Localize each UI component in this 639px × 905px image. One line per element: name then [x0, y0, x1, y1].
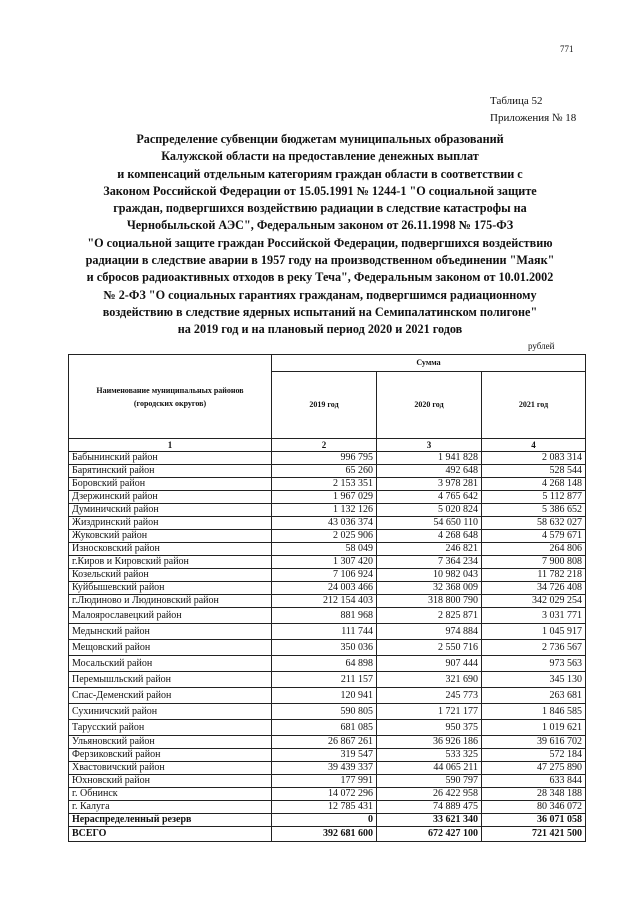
value-2021: 11 782 218	[482, 569, 586, 582]
value-2019: 26 867 261	[272, 736, 377, 749]
value-2019: 43 036 374	[272, 517, 377, 530]
title-line: граждан, подвергшихся воздействию радиации в следствие катастрофы на	[113, 201, 527, 216]
value-2019: 211 157	[272, 672, 377, 688]
value-2021: 1 045 917	[482, 624, 586, 640]
title-line: воздействию в следствие ядерных испытаний на Семипалатинском полигоне"	[102, 304, 538, 319]
value-2021: 5 386 652	[482, 504, 586, 517]
district-name: Нераспределенный резерв	[69, 814, 272, 827]
value-2021: 3 031 771	[482, 608, 586, 624]
value-2021: 2 083 314	[482, 452, 586, 465]
table-row	[69, 608, 586, 624]
table-row	[69, 801, 586, 814]
header-2019: 2019 год	[272, 372, 377, 439]
table-row	[69, 582, 586, 595]
value-2021: 528 544	[482, 465, 586, 478]
table-row	[69, 672, 586, 688]
table-row	[69, 775, 586, 788]
value-2021: 1 019 621	[482, 720, 586, 736]
value-2020: 246 821	[377, 543, 482, 556]
value-2020: 590 797	[377, 775, 482, 788]
table-row	[69, 814, 586, 827]
header-name: Наименование муниципальных районов (городских округов)	[69, 355, 272, 439]
value-2019: 111 744	[272, 624, 377, 640]
title-line: радиации в следствие аварии в 1957 году на производственном объединении "Маяк"	[85, 253, 555, 268]
district-name: Ульяновский район	[69, 736, 272, 749]
value-2019: 681 085	[272, 720, 377, 736]
value-2019: 14 072 296	[272, 788, 377, 801]
units-label: рублей	[528, 341, 555, 351]
title-line: Чернобыльской АЭС", Федеральным законом от 26.11.1998 № 175-ФЗ	[126, 218, 514, 233]
value-2021: 342 029 254	[482, 595, 586, 608]
value-2020: 4 765 642	[377, 491, 482, 504]
value-2021: 263 681	[482, 688, 586, 704]
table-row	[69, 736, 586, 749]
table-row	[69, 788, 586, 801]
value-2021: 633 844	[482, 775, 586, 788]
table-row	[69, 762, 586, 775]
value-2019: 39 439 337	[272, 762, 377, 775]
value-2020: 3 978 281	[377, 478, 482, 491]
value-2019: 881 968	[272, 608, 377, 624]
value-2021: 28 348 188	[482, 788, 586, 801]
district-name: Медынский район	[69, 624, 272, 640]
value-2020: 32 368 009	[377, 582, 482, 595]
table-row	[69, 556, 586, 569]
table-row	[69, 543, 586, 556]
value-2021: 39 616 702	[482, 736, 586, 749]
subsidy-table	[68, 354, 586, 842]
value-2019: 58 049	[272, 543, 377, 556]
table-label: Таблица 52	[490, 95, 543, 107]
table-row	[69, 517, 586, 530]
table-row	[69, 491, 586, 504]
district-name: Сухиничский район	[69, 704, 272, 720]
header-col-num-1: 1	[69, 439, 272, 452]
district-name: Износковский район	[69, 543, 272, 556]
value-2019: 2 153 351	[272, 478, 377, 491]
table-row	[69, 478, 586, 491]
value-2021: 721 421 500	[482, 827, 586, 842]
title-line: Распределение субвенции бюджетам муниципальных образований	[136, 132, 504, 146]
value-2019: 319 547	[272, 749, 377, 762]
value-2019: 64 898	[272, 656, 377, 672]
value-2020: 950 375	[377, 720, 482, 736]
value-2020: 245 773	[377, 688, 482, 704]
value-2020: 318 800 790	[377, 595, 482, 608]
district-name: г. Калуга	[69, 801, 272, 814]
header-2020: 2020 год	[377, 372, 482, 439]
value-2020: 672 427 100	[377, 827, 482, 842]
table-row	[69, 640, 586, 656]
district-name: Тарусский район	[69, 720, 272, 736]
value-2020: 36 926 186	[377, 736, 482, 749]
value-2019: 590 805	[272, 704, 377, 720]
value-2020: 4 268 648	[377, 530, 482, 543]
title-line: Калужской области на предоставление денежных выплат	[161, 149, 479, 164]
district-name: Спас-Деменский район	[69, 688, 272, 704]
value-2019: 1 132 126	[272, 504, 377, 517]
value-2021: 47 275 890	[482, 762, 586, 775]
value-2020: 907 444	[377, 656, 482, 672]
header-col-num-2: 2	[272, 439, 377, 452]
table-row	[69, 656, 586, 672]
district-name: Мосальский район	[69, 656, 272, 672]
value-2020: 74 889 475	[377, 801, 482, 814]
value-2021: 264 806	[482, 543, 586, 556]
title-line: на 2019 год и на плановый период 2020 и 2021 годов	[177, 322, 463, 337]
title-line: "О социальной защите граждан Российской Федерации, подвергшихся воздействию	[87, 235, 553, 250]
district-name: Жиздринский район	[69, 517, 272, 530]
value-2020: 5 020 824	[377, 504, 482, 517]
value-2020: 2 825 871	[377, 608, 482, 624]
table-row	[69, 595, 586, 608]
value-2020: 33 621 340	[377, 814, 482, 827]
title-line: Законом Российской Федерации от 15.05.1991 № 1244-1 "О социальной защите	[103, 183, 537, 198]
title-line: № 2-ФЗ "О социальных гарантиях гражданам, подвергшимся радиационному	[103, 287, 537, 302]
value-2019: 120 941	[272, 688, 377, 704]
value-2019: 1 307 420	[272, 556, 377, 569]
district-name: Бабынинский район	[69, 452, 272, 465]
value-2021: 34 726 408	[482, 582, 586, 595]
document-title	[40, 131, 600, 339]
district-name: Куйбышевский район	[69, 582, 272, 595]
table-body	[69, 452, 586, 842]
district-name: г.Людиново и Людиновский район	[69, 595, 272, 608]
district-name: г. Обнинск	[69, 788, 272, 801]
district-name: ВСЕГО	[69, 827, 272, 842]
value-2019: 24 003 466	[272, 582, 377, 595]
value-2020: 26 422 958	[377, 788, 482, 801]
district-name: Думиничский район	[69, 504, 272, 517]
value-2019: 177 991	[272, 775, 377, 788]
value-2021: 80 346 072	[482, 801, 586, 814]
district-name: г.Киров и Кировский район	[69, 556, 272, 569]
value-2021: 58 632 027	[482, 517, 586, 530]
value-2020: 10 982 043	[377, 569, 482, 582]
value-2019: 996 795	[272, 452, 377, 465]
value-2019: 1 967 029	[272, 491, 377, 504]
district-name: Боровский район	[69, 478, 272, 491]
value-2020: 2 550 716	[377, 640, 482, 656]
value-2019: 392 681 600	[272, 827, 377, 842]
value-2020: 321 690	[377, 672, 482, 688]
header-col-num-3: 3	[377, 439, 482, 452]
total-row	[69, 827, 586, 842]
district-name: Козельский район	[69, 569, 272, 582]
value-2019: 350 036	[272, 640, 377, 656]
district-name: Хвастовичский район	[69, 762, 272, 775]
value-2019: 0	[272, 814, 377, 827]
title-line: и компенсаций отдельным категориям граждан области в соответствии с	[117, 166, 523, 181]
value-2021: 2 736 567	[482, 640, 586, 656]
value-2021: 36 071 058	[482, 814, 586, 827]
value-2019: 2 025 906	[272, 530, 377, 543]
table-row	[69, 452, 586, 465]
table-row	[69, 720, 586, 736]
page-number: 771	[560, 44, 574, 54]
district-name: Юхновский район	[69, 775, 272, 788]
value-2020: 974 884	[377, 624, 482, 640]
header-2021: 2021 год	[482, 372, 586, 439]
district-name: Жуковский район	[69, 530, 272, 543]
value-2021: 5 112 877	[482, 491, 586, 504]
value-2019: 7 106 924	[272, 569, 377, 582]
value-2020: 533 325	[377, 749, 482, 762]
district-name: Барятинский район	[69, 465, 272, 478]
header-col-num-4: 4	[482, 439, 586, 452]
value-2021: 572 184	[482, 749, 586, 762]
value-2021: 7 900 808	[482, 556, 586, 569]
appendix-label: Приложения № 18	[490, 112, 577, 124]
table-row	[69, 530, 586, 543]
value-2020: 492 648	[377, 465, 482, 478]
value-2020: 7 364 234	[377, 556, 482, 569]
value-2021: 345 130	[482, 672, 586, 688]
title-line: и сбросов радиоактивных отходов в реку Теча", Федеральным законом от 10.01.2002	[86, 270, 554, 285]
district-name: Дзержинский район	[69, 491, 272, 504]
table-row	[69, 569, 586, 582]
value-2020: 1 941 828	[377, 452, 482, 465]
table-row	[69, 465, 586, 478]
value-2021: 1 846 585	[482, 704, 586, 720]
value-2019: 212 154 403	[272, 595, 377, 608]
table-row	[69, 704, 586, 720]
district-name: Малоярославецкий район	[69, 608, 272, 624]
table-row	[69, 624, 586, 640]
table-row	[69, 688, 586, 704]
header-sum: Сумма	[272, 355, 586, 372]
table-row	[69, 504, 586, 517]
value-2020: 1 721 177	[377, 704, 482, 720]
value-2021: 4 579 671	[482, 530, 586, 543]
value-2019: 65 260	[272, 465, 377, 478]
district-name: Перемышльский район	[69, 672, 272, 688]
district-name: Ферзиковский район	[69, 749, 272, 762]
value-2019: 12 785 431	[272, 801, 377, 814]
table-row	[69, 749, 586, 762]
district-name: Мещовский район	[69, 640, 272, 656]
value-2020: 54 650 110	[377, 517, 482, 530]
value-2020: 44 065 211	[377, 762, 482, 775]
value-2021: 973 563	[482, 656, 586, 672]
value-2021: 4 268 148	[482, 478, 586, 491]
